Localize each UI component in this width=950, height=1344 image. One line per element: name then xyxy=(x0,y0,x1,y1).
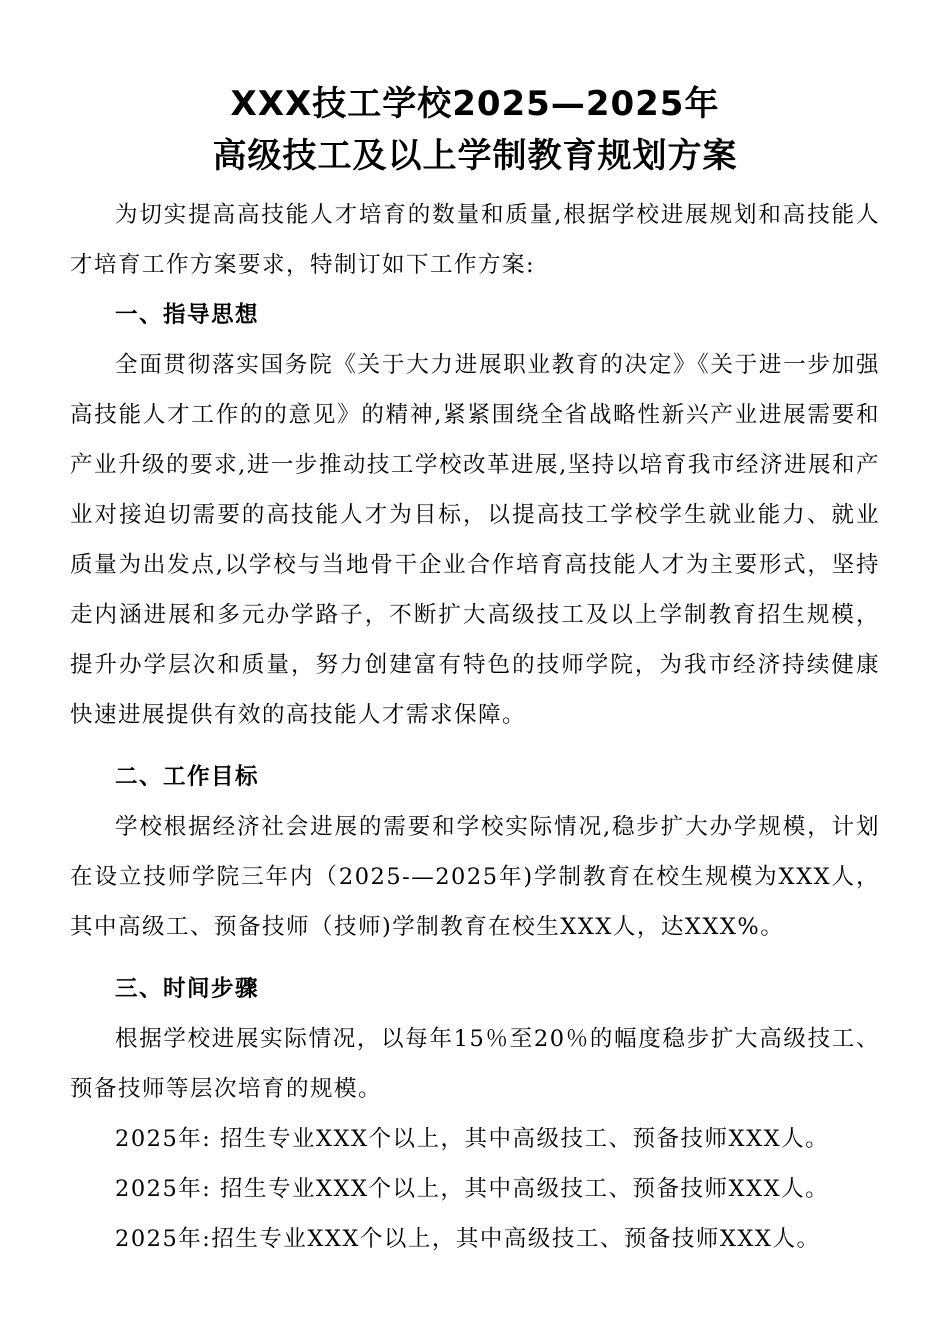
section-heading-guiding-ideology: 一、指导思想 xyxy=(115,302,260,328)
section-heading-work-goals: 二、工作目标 xyxy=(115,764,260,790)
section-heading-timeline: 三、时间步骤 xyxy=(115,976,260,1002)
title-line-2: 高级技工及以上学制教育规划方案 xyxy=(212,136,738,176)
plan-line-year-1: 2025年: 招生专业XXX个以上，其中高级技工、预备技师XXX人。 xyxy=(115,1126,830,1152)
document-body xyxy=(70,190,880,1264)
section-body-timeline: 根据学校进展实际情况，以每年15％至20％的幅度稳步扩大高级技工、预备技师等层次培育的规模。 xyxy=(70,1026,880,1102)
section-gap xyxy=(70,740,880,752)
plan-line-year-2: 2025年: 招生专业XXX个以上，其中高级技工、预备技师XXX人。 xyxy=(115,1176,830,1202)
section-body-guiding-ideology: 全面贯彻落实国务院《关于大力进展职业教育的决定》《关于进一步加强高技能人才工作的的意见》的精神,紧紧围绕全省战略性新兴产业进展需要和产业升级的要求,进一步推动技工学校改革进展,坚持以培育我市经济进展和产业对接迫切需要的高技能人才为目标，以提高技工学校学生就业能力、就业质量为出发点,以学校与当地骨干企业合作培育高技能人才为主要形式，坚持走内涵进展和多元办学路子，不断扩大高级技工及以上学制教育招生规模，提升办学层次和质量，努力创建富有特色的技师学院，为我市经济持续健康快速进展提供有效的高技能人才需求保障。 xyxy=(70,352,880,728)
section-gap xyxy=(70,952,880,964)
title-line-1: XXX技工学校2025—2025年 xyxy=(230,84,720,124)
document-title xyxy=(70,78,880,182)
intro-paragraph: 为切实提高高技能人才培育的数量和质量,根据学校进展规划和高技能人才培育工作方案要求，特制订如下工作方案: xyxy=(70,202,880,278)
section-body-work-goals: 学校根据经济社会进展的需要和学校实际情况,稳步扩大办学规模，计划在设立技师学院三年内（2025-—2025年)学制教育在校生规模为XXX人，其中高级工、预备技师（技师)学制教育在校生XXX人，达XXX%。 xyxy=(70,814,880,940)
plan-line-year-3: 2025年:招生专业XXX个以上，其中高级技工、预备技师XXX人。 xyxy=(115,1226,821,1252)
